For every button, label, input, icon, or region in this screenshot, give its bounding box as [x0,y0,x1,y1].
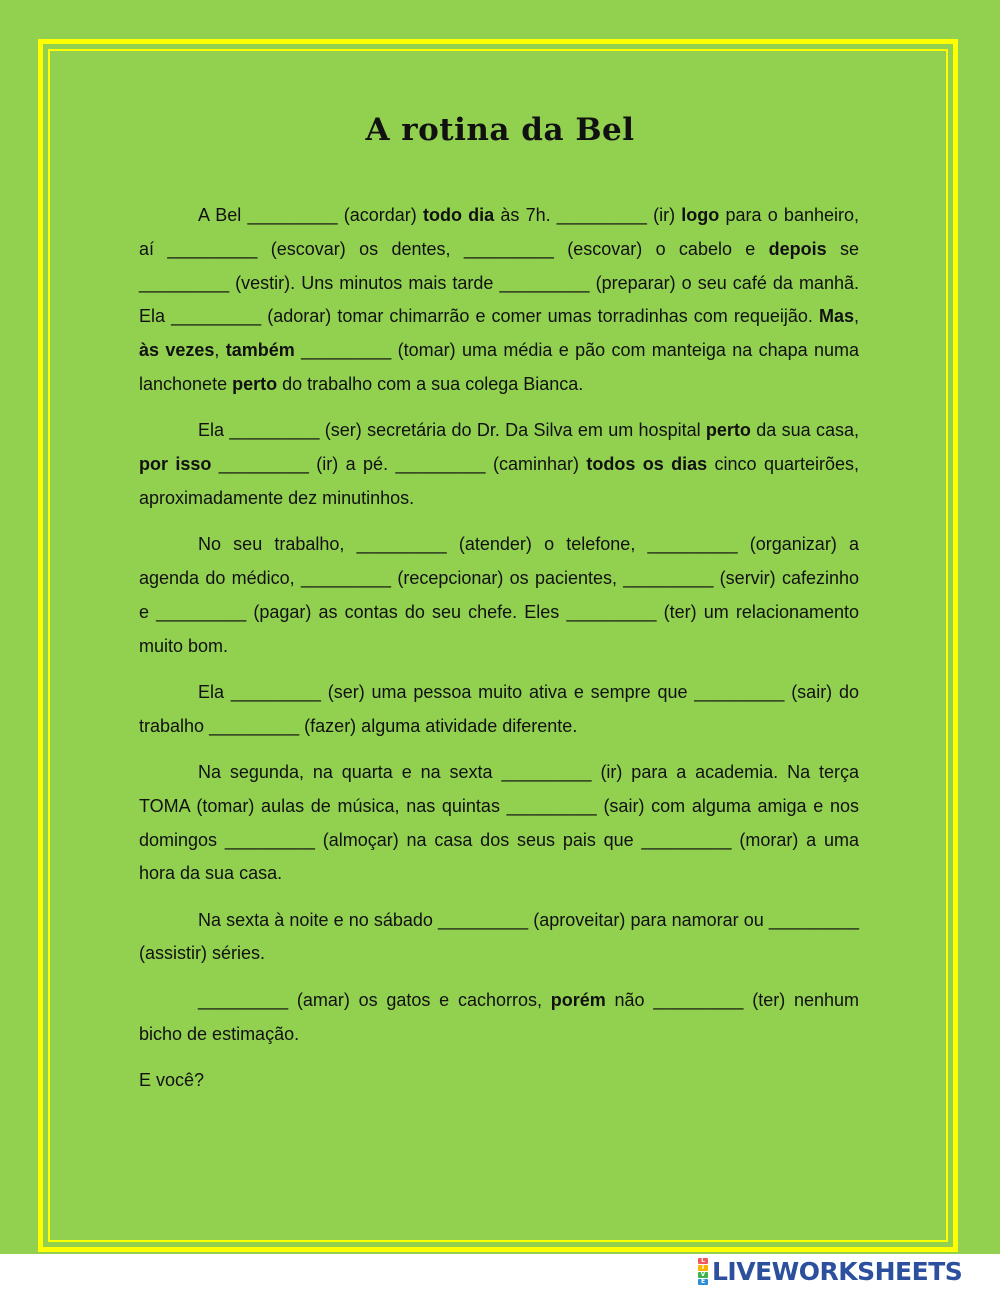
fill-in-blank[interactable]: _________ [229,420,320,441]
text-segment: não [605,989,654,1010]
fill-in-blank[interactable]: _________ [623,567,714,588]
worksheet-text [139,199,859,1110]
text-segment: (sair) com alguma amiga e nos domingos [139,795,859,850]
paragraph-7 [139,984,859,1052]
paragraph-6 [139,904,859,972]
text-segment: (ser) secretária do Dr. Da Silva em um hospital [319,420,706,441]
fill-in-blank[interactable]: _________ [768,909,859,930]
keyword: logo [681,205,720,225]
text-segment: (fazer) alguma atividade diferente. [299,715,578,736]
fill-in-blank[interactable]: _________ [247,205,338,225]
text-segment: A Bel [198,205,248,225]
fill-in-blank[interactable]: _________ [356,534,447,555]
fill-in-blank[interactable]: _________ [156,601,247,622]
fill-in-blank[interactable]: _________ [641,829,732,850]
keyword: perto [705,420,751,441]
text-segment: do trabalho com a sua colega Bianca. [277,373,584,394]
logo-mark-square: L [698,1258,708,1264]
paragraph-3 [139,528,859,663]
text-segment: Ela [198,681,231,702]
text-segment: (ter) nenhum bicho de estimação. [139,989,859,1044]
keyword: perto [232,373,278,394]
text-segment: (aproveitar) para namorar ou [528,909,769,930]
page-title: A rotina da Bel [365,112,635,148]
fill-in-blank[interactable]: _________ [694,681,785,702]
text-segment: (vestir). Uns minutos mais tarde [229,272,500,293]
paragraph-8 [139,1064,859,1098]
text-segment: para o banheiro, aí [139,205,859,259]
logo-text: LIVEWORKSHEETS [712,1256,963,1286]
fill-in-blank[interactable]: _________ [566,601,657,622]
fill-in-blank[interactable]: _________ [463,238,554,259]
text-segment: , [853,306,859,327]
text-segment: (ir) para a academia. Na terça TOMA (tomar) aulas de música, nas quintas [139,761,859,816]
fill-in-blank[interactable]: _________ [171,306,262,327]
fill-in-blank[interactable]: _________ [167,238,258,259]
paragraph-5 [139,756,859,891]
fill-in-blank[interactable]: _________ [653,989,744,1010]
fill-in-blank[interactable]: _________ [499,272,590,293]
keyword: porém [550,989,606,1010]
logo-mark-square: I [698,1265,708,1271]
keyword: depois [768,238,827,259]
text-segment: se [826,238,859,259]
text-segment: (caminhar) [485,454,587,475]
fill-in-blank[interactable]: _________ [139,272,230,293]
text-segment: (adorar) tomar chimarrão e comer umas torradinhas com requeijão. [261,306,819,327]
fill-in-blank[interactable]: _________ [301,340,392,361]
keyword: por isso [139,454,212,475]
keyword: às vezes [139,340,215,361]
fill-in-blank[interactable]: _________ [224,829,315,850]
liveworksheets-logo [698,1257,962,1285]
fill-in-blank[interactable]: _________ [218,454,309,475]
paragraph-1 [139,199,859,402]
text-segment: (ser) uma pessoa muito ativa e sempre que [320,681,695,702]
keyword: todo dia [422,205,495,225]
fill-in-blank[interactable]: _________ [556,205,647,225]
logo-mark-square: E [698,1279,708,1285]
text-segment [211,454,218,474]
paragraph-2 [139,414,859,515]
text-segment: (escovar) os dentes, [257,238,464,259]
text-segment: (pagar) as contas do seu chefe. Eles [246,601,567,622]
text-segment: E você? [139,1069,205,1090]
fill-in-blank[interactable]: _________ [230,681,321,702]
text-segment: (escovar) o cabelo e [553,238,769,259]
fill-in-blank[interactable]: _________ [506,795,597,816]
text-segment: (tomar) uma média e pão com manteiga na chapa numa lanchonete [139,340,859,394]
text-segment: No seu trabalho, [198,534,357,555]
text-segment: às 7h. [494,205,557,225]
logo-mark-icon [698,1258,708,1285]
text-segment: cinco quarteirões, aproximadamente dez minutinhos. [139,454,859,508]
fill-in-blank[interactable]: _________ [209,715,300,736]
text-segment: (morar) a uma hora da sua casa. [139,829,859,884]
fill-in-blank[interactable]: _________ [647,534,738,555]
fill-in-blank[interactable]: _________ [501,761,592,782]
text-segment: (assistir) séries. [139,943,266,964]
text-segment: (servir) cafezinho e [139,567,860,622]
text-segment: (amar) os gatos e cachorros, [288,989,551,1010]
paragraph-4 [139,676,859,744]
text-segment: da sua casa, [750,420,859,441]
fill-in-blank[interactable]: _________ [300,567,392,588]
fill-in-blank[interactable]: _________ [438,909,529,930]
text-segment: (sair) do trabalho [139,681,859,736]
text-segment: (recepcionar) os pacientes, [391,567,624,588]
fill-in-blank[interactable]: _________ [198,989,289,1010]
text-segment: (acordar) [337,205,423,225]
keyword: todos os dias [586,454,708,475]
keyword: também [225,340,295,361]
text-segment: Na sexta à noite e no sábado [198,909,439,930]
fill-in-blank[interactable]: _________ [395,454,486,475]
text-segment: (ir) [646,205,682,225]
text-segment: (almoçar) na casa dos seus pais que [314,829,642,850]
text-segment: (ir) a pé. [308,454,396,475]
text-segment: Na segunda, na quarta e na sexta [198,761,502,782]
text-segment: (preparar) o seu café da manhã. Ela [139,272,859,327]
keyword: Mas [818,306,854,327]
text-segment: (organizar) a agenda do médico, [139,534,859,588]
text-segment: (atender) o telefone, [446,534,648,555]
text-segment: Ela [198,420,230,441]
text-segment: (ter) um relacionamento muito bom. [139,601,860,656]
text-segment: , [214,340,226,361]
logo-mark-square: V [698,1272,708,1278]
